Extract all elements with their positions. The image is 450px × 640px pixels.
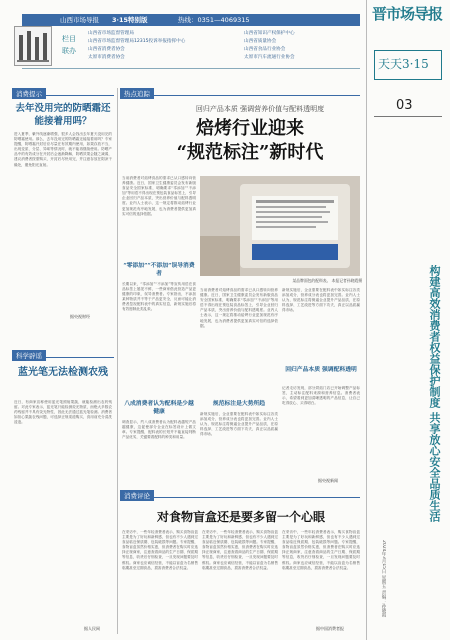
banner-label-2: 联办 <box>62 47 76 55</box>
hot-topic-byline: 据央视新闻 <box>318 478 338 483</box>
subhead-3: 规范标注是大势所趋 <box>212 401 266 407</box>
subhead-1: “零添加”“不添加”误导消费者 <box>123 263 195 277</box>
sponsor-left-0: 山西省市场监督管理局 <box>88 31 134 36</box>
hot-topic-rule <box>120 95 360 96</box>
section-label-tips: 消费提示 <box>12 88 46 99</box>
masthead-rule <box>22 68 360 69</box>
masthead-region: 山西市场导报 <box>60 16 99 24</box>
slogan: 天天3·15 <box>378 57 429 71</box>
logo-emblem <box>14 26 52 66</box>
sponsor-left-3: 太原市消费者协会 <box>88 55 125 60</box>
subhead-2: 八成消费者认为配料是少越健康 <box>124 401 194 415</box>
commentary-rule <box>120 497 360 498</box>
hot-topic-subtitle: 回归产品本质 强调营养价值与配料透明度 <box>195 105 325 113</box>
sponsor-right-2: 山西省食品行业协会 <box>244 47 286 52</box>
article1-title: 去年没用完的防晒霜还能接着用吗？ <box>15 103 111 127</box>
article2-byline: 据人民网 <box>84 626 100 631</box>
page-number: 03 <box>396 98 413 113</box>
hot-body-right: 新规实施后，企业需要在配料表中如实标注各类添加成分，营养成分表也将更加完善。业内人士认为，规范标注将倒逼企业提升产品品质，在原料选择、工艺改进等方面下功夫，真正以品质赢得市场。 <box>282 288 360 313</box>
subhead-4: 回归产品本质 强调配料透明 <box>285 367 357 373</box>
banner-label: 栏目 <box>62 35 76 43</box>
commentary-body-2: 在采访中，一些年轻消费者表示，购买食物盲盒主要是为了好玩和新鲜感，但也有不少人遇到过食品临近保质期、包装破损等问题。专家提醒，食物盲盒虽然价格实惠，但消费者在购买时应选择正规商家，注意查看商品的生产日期、保质期等信息，收货后仔细检查，一旦发现问题要及时维权。商家也应诚信经营，不能以盲盒为名销售临期甚至过期食品，损害消费者合法权益。 <box>202 530 278 570</box>
sponsor-right-0: 山西省知识产权保护中心 <box>244 31 295 36</box>
masthead-issue: 3·15特别版 <box>112 16 148 24</box>
right-divider <box>366 0 367 640</box>
masthead-hotline: 热线：0351—4069315 <box>178 16 250 24</box>
section-label-commentary: 消费评论 <box>120 490 154 501</box>
article1-byline: 据央视财经 <box>70 314 90 319</box>
article2-title: 蓝光笔无法检测农残 <box>18 367 108 378</box>
hot-topic-title-2: “规范标注”新时代 <box>176 142 324 163</box>
article2-body: 近日，有商家宣称使用蓝光笔照射果蔬，就能检测出农药残留。对此专家表示，蓝光笔只能检测荧光物质，而绝大多数农药残留并不具有荧光特性，因此无法通过蓝光笔检测。消费者如担心果蔬农残问题，可选择正规渠道购买，食用前充分清洗浸泡。 <box>14 400 112 425</box>
section-label-hot: 热点追踪 <box>120 88 154 99</box>
sponsor-right-3: 太原市汽车流通行业协会 <box>244 55 295 60</box>
footer-info: 2024年3月15日 星期五 责编：孙晓霞 <box>381 540 386 617</box>
commentary-title: 对食物盲盒还是要多留一个心眼 <box>156 510 325 524</box>
hot-body-middle: 当前消费者对焙烤食品的需求已从口感转向营养健康。近日，国家卫生健康委员会发布新版食品安全国家标准，明确要求“零添加”“不添加”等用语不得出现在预包装食品标签上，引导企业回归产品本质，突出营养价值与配料透明度。业内人士表示，这一规定将推动焙烤行业更加规范有序地发展，也为消费者提供更加真实可信的选择依据。 <box>200 288 278 328</box>
article1-body: 进入夏季，紫外线逐渐增强，很多人会找出去年夏天没用完的防晒霜使用。那么，去年没用完的防晒霜还能接着用吗？专家提醒，防晒霜开封后应尽量在有效期内使用，如果存放不当，出现变质、分层、异味等情况时，就不能再继续使用。防晒产品中的有效成分在开封后会逐渐降解，防晒效果会随之减弱，建议消费者按需购买，开封后尽快用完，并注意存放在阴凉干燥处，避免阳光直射。 <box>14 132 112 167</box>
section-label-rumor: 科学辟谣 <box>12 350 46 361</box>
hot-body-right-2: 记者走访发现，部分烘焙门店已开始调整产品标签，主动标注配料来源和营养信息。消费者表示，希望看到更加清晰透明的产品信息，让自己吃得放心、买得明白。 <box>282 386 360 406</box>
column-divider <box>117 88 118 634</box>
commentary-body-3: 在采访中，一些年轻消费者表示，购买食物盲盒主要是为了好玩和新鲜感，但也有不少人遇到过食品临近保质期、包装破损等问题。专家提醒，食物盲盒虽然价格实惠，但消费者在购买时应选择正规商家，注意查看商品的生产日期、保质期等信息，收货后仔细检查，一旦发现问题要及时维权。商家也应诚信经营，不能以盲盒为名销售临期甚至过期食品，损害消费者合法权益。 <box>282 530 360 570</box>
photo-bread-package <box>200 176 360 276</box>
hot-topic-title-1: 焙烤行业迎来 <box>196 118 304 139</box>
page-number-rule <box>374 116 442 117</box>
photo-caption: 某品牌面包的配料表。 本报记者孙晓霞摄 <box>292 278 362 283</box>
hot-body-left-3: 调查显示，约八成消费者认为配料表越短产品越健康，这促使部分企业在标签设计上做文章。专家提醒，配料表的长短并不能直接判断产品优劣，关键要看配料的种类和用量。 <box>122 420 196 440</box>
hot-body-left-2: 长期以来，“零添加”“不添加”等宣传用语在食品标签上屡见不鲜，一些商家借此营造产品更健康的印象，误导消费者。专家指出，不添加某种物质并不等于产品更安全，反而可能让消费者忽视配料表中的真实信息，新规实施后将有效遏制此类乱象。 <box>122 282 196 312</box>
commentary-body-1: 在采访中，一些年轻消费者表示，购买食物盲盒主要是为了好玩和新鲜感，但也有不少人遇到过食品临近保质期、包装破损等问题。专家提醒，食物盲盒虽然价格实惠，但消费者在购买时应选择正规商家，注意查看商品的生产日期、保质期等信息，收货后仔细检查，一旦发现问题要及时维权。商家也应诚信经营，不能以盲盒为名销售临期甚至过期食品，损害消费者合法权益。 <box>122 530 198 570</box>
sponsor-left-2: 山西省消费者协会 <box>88 47 125 52</box>
paper-name: 晋市场导报 <box>372 5 443 23</box>
vertical-slogan: 构建高效消费者权益保护制度 共享放心安全品质生活 <box>428 265 441 522</box>
sponsor-left-1: 山西省市场监督管理局12315投诉举报指挥中心 <box>88 39 186 44</box>
sponsor-right-1: 山西省质量协会 <box>244 39 277 44</box>
hot-body-middle-2: 新规实施后，企业需要在配料表中如实标注各类添加成分，营养成分表也将更加完善。业内人士认为，规范标注将倒逼企业提升产品品质，在原料选择、工艺改进等方面下功夫，真正以品质赢得市场。 <box>200 412 278 437</box>
hot-body-left: 当前消费者对焙烤食品的需求已从口感转向营养健康。近日，国家卫生健康委员会发布新版食品安全国家标准，明确要求“零添加”“不添加”等用语不得出现在预包装食品标签上，引导企业回归产品本质，突出营养价值与配料透明度。业内人士表示，这一规定将推动焙烤行业更加规范有序地发展，也为消费者提供更加真实可信的选择依据。 <box>122 176 196 216</box>
commentary-byline: 据中国消费者报 <box>316 626 344 631</box>
